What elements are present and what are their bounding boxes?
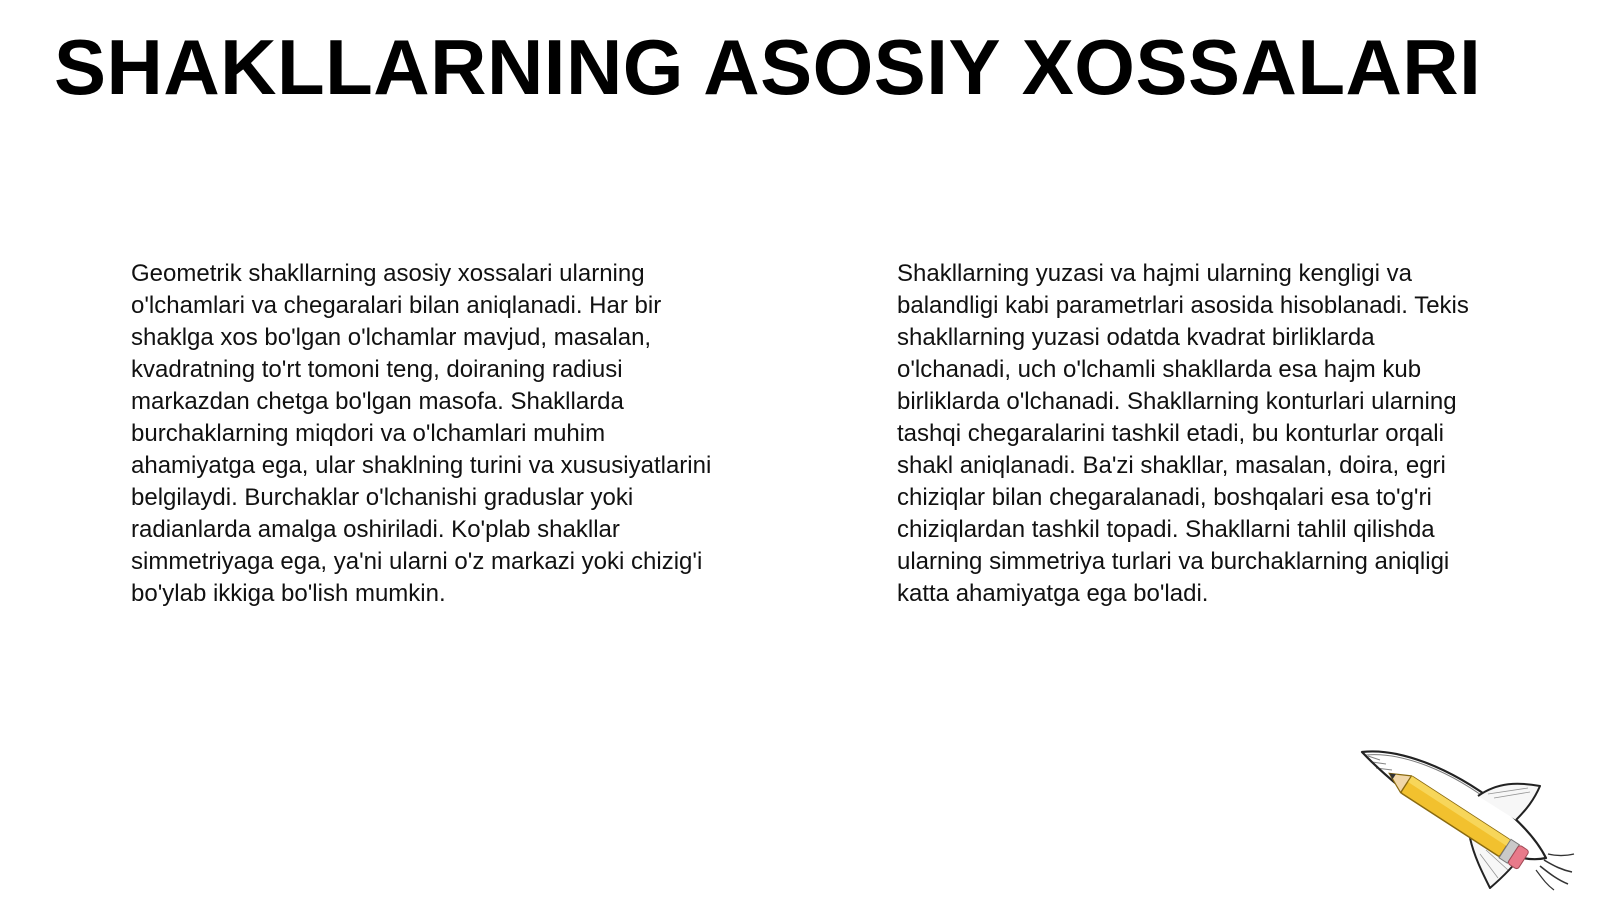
right-paragraph: Shakllarning yuzasi va hajmi ularning kengligi va balandligi kabi parametrlari asosida hisoblanadi. Tekis shakllarning yuzasi odatda kvadrat birliklarda o'lchanadi, uch o'lchamli shakllarda esa hajm kub birliklarda o'lchanadi. Shakllarning konturlari ularning tashqi chegaralarini tashkil etadi, bu konturlar orqali shakl aniqlanadi. Ba'zi shakllar, masalan, doira, egri chiziqlar bilan chegaralanadi, boshqalari esa to'g'ri chiziqlardan tashkil topadi. Shakllarni tahlil qilishda ularning simmetriya turlari va burchaklarning aniqligi katta ahamiyatga ega bo'ladi. bbox=[897, 260, 1469, 607]
left-paragraph: Geometrik shakllarning asosiy xossalari ularning o'lchamlari va chegaralari bilan aniqlanadi. Har bir shaklga xos bo'lgan o'lchamlar mavjud, masalan, kvadratning to'rt tomoni teng, doiraning radiusi markazdan chetga bo'lgan masofa. Shakllarda burchaklarning miqdori va o'lchamlari muhim ahamiyatga ega, ular shaklning turini va xususiyatlarini belgilaydi. Burchaklar o'lchanishi graduslar yoki radianlarda amalga oshiriladi. Ko'plab shakllar simmetriyaga ega, ya'ni ularni o'z markazi yoki chizig'i bo'ylab ikkiga bo'lish mumkin. bbox=[131, 260, 712, 607]
pencil-rocket-icon bbox=[1358, 746, 1578, 894]
slide-title: SHAKLLARNING ASOSIY XOSSALARI bbox=[54, 23, 1482, 111]
